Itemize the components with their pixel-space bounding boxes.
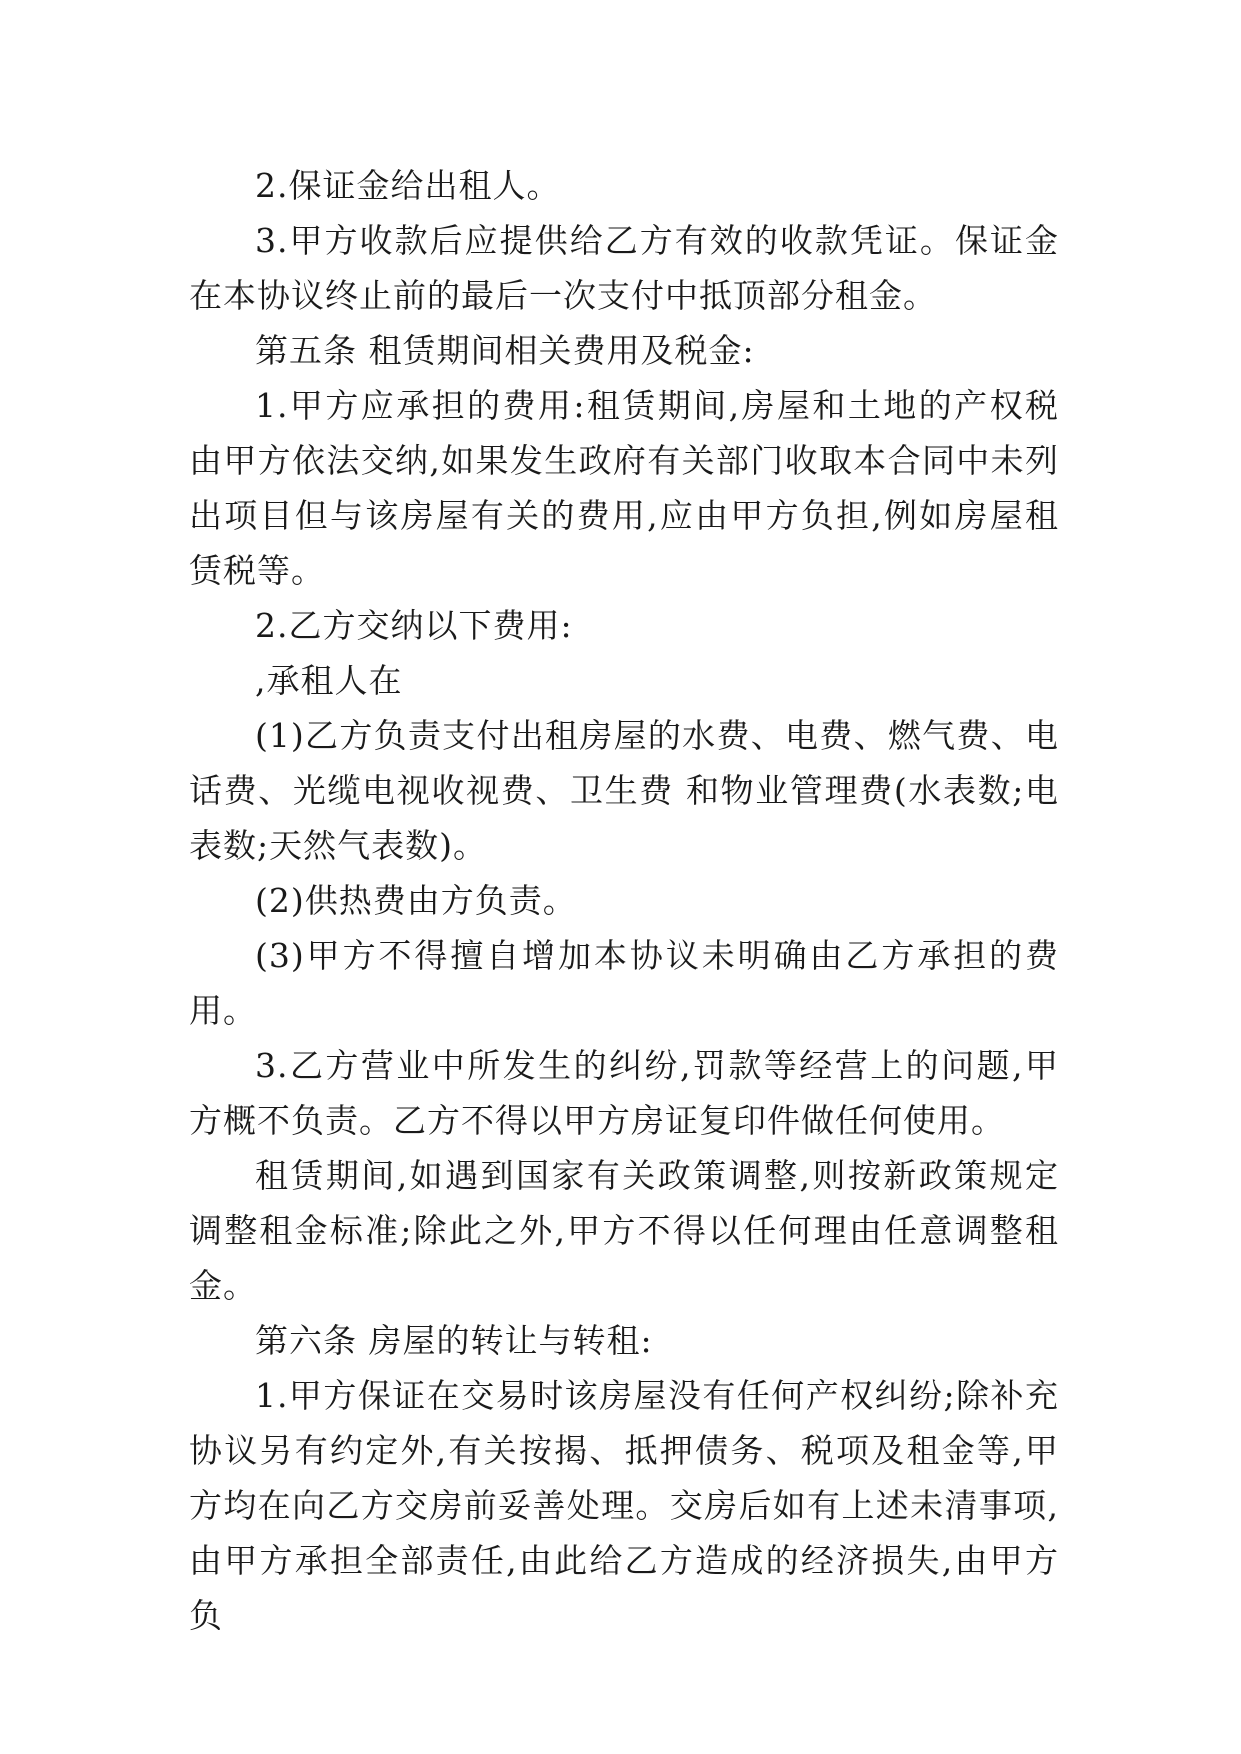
article-six-heading: 第六条 房屋的转让与转租: xyxy=(255,1321,653,1360)
paragraph-policy-adjustment: 租赁期间,如遇到国家有关政策调整,则按新政策规定调整租金标准;除此之外,甲方不得以任何理由任意调整租金。 xyxy=(189,1156,1059,1305)
article-five-heading: 第五条 租赁期间相关费用及税金: xyxy=(255,331,755,370)
paragraph-no-extra-fees: (3)甲方不得擅自增加本协议未明确由乙方承担的费用。 xyxy=(189,936,1059,1030)
paragraph-party-a-fees: 1.甲方应承担的费用:租赁期间,房屋和土地的产权税由甲方依法交纳,如果发生政府有关部门收取本合同中未列出项目但与该房屋有关的费用,应由甲方负担,例如房屋租赁税等。 xyxy=(189,386,1059,590)
paragraph-heating-fee: (2)供热费由方负责。 xyxy=(255,881,577,920)
paragraph-lessee-fragment: ,承租人在 xyxy=(255,661,403,700)
paragraph-property-rights: 1.甲方保证在交易时该房屋没有任何产权纠纷;除补充协议另有约定外,有关按揭、抵押债务、税项及租金等,甲方均在向乙方交房前妥善处理。交房后如有上述未清事项,由甲方承担全部责任,由此给乙方造成的经济损失,由甲方负 xyxy=(189,1376,1059,1635)
paragraph-receipt-voucher: 3.甲方收款后应提供给乙方有效的收款凭证。保证金在本协议终止前的最后一次支付中抵顶部分租金。 xyxy=(189,221,1059,315)
paragraph-business-disputes: 3.乙方营业中所发生的纠纷,罚款等经营上的问题,甲方概不负责。乙方不得以甲方房证复印件做任何使用。 xyxy=(189,1046,1059,1140)
paragraph-utilities: (1)乙方负责支付出租房屋的水费、电费、燃气费、电话费、光缆电视收视费、卫生费 和物业管理费(水表数;电表数;天然气表数)。 xyxy=(189,716,1059,865)
paragraph-deposit-to-lessor: 2.保证金给出租人。 xyxy=(255,166,561,205)
document-body xyxy=(189,158,1059,1643)
paragraph-party-b-fees-heading: 2.乙方交纳以下费用: xyxy=(255,606,573,645)
